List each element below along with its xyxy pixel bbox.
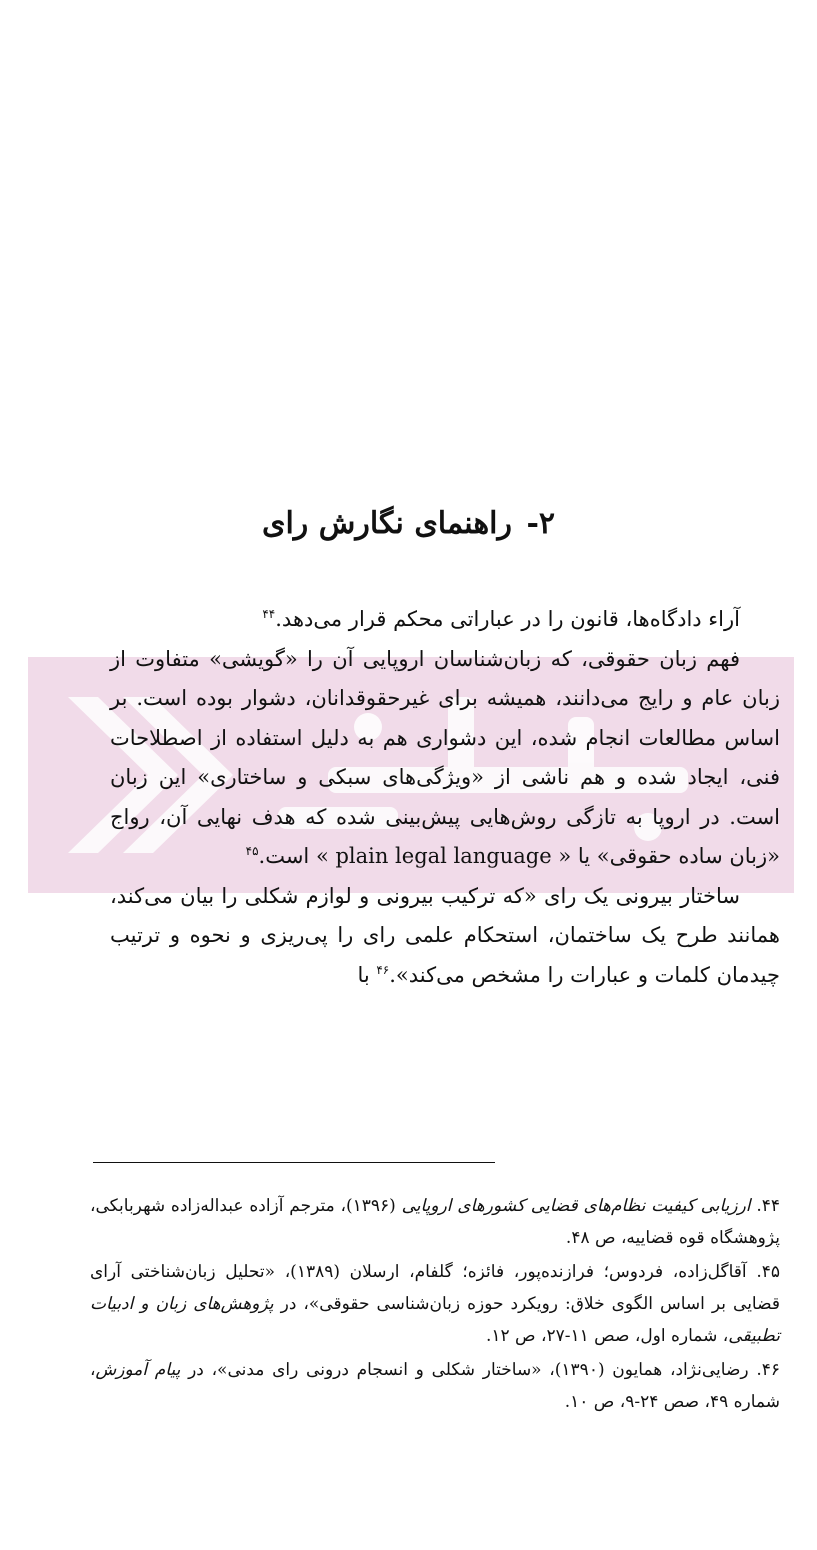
footnote-ref-46: ۴۶ <box>376 962 390 977</box>
paragraph-2: فهم زبان حقوقی، که زبان‌شناسان اروپایی آن را «گویشی» متفاوت از زبان عام و رایج می‌دانند، همیشه برای غیرحقوقدانان، دشوار بوده است. بر اساس مطالعات انجام شده، این دشواری هم به دلیل استفاده از اصطلاحات فنی، ایجاد شده و هم ناشی از «ویژگی‌های سبکی و ساختاری» این زبان است. در اروپا به تازگی روش‌هایی پیش‌بینی شده که هدف نهایی آن، رواج «زبان ساده حقوقی» یا « plain legal language » است.$^{۴۵}$ <box>110 646 780 868</box>
section-heading <box>0 502 817 546</box>
paragraph-1: آراء دادگاه‌ها، قانون را در عباراتی محکم قرار می‌دهد.$^{۴۴}$ <box>262 607 740 631</box>
section-number: ۲- <box>526 506 556 541</box>
footnote-divider <box>93 1162 495 1163</box>
footnote-ref-45: ۴۵ <box>245 844 259 858</box>
footnote-ref-44: ۴۴ <box>262 607 276 621</box>
body-text <box>110 600 780 995</box>
latin-term: « plain legal language » <box>315 844 572 868</box>
section-title: راهنمای نگارش رای <box>261 506 512 541</box>
footnote-45: ۴۵. آقاگل‌زاده، فردوس؛ فرازنده‌پور، فائزه؛ گلفام، ارسلان (۱۳۸۹)، «تحلیل زبان‌شناختی آرای قضایی بر اساس الگوی خلاق: رویکرد حوزه زبان‌شناسی حقوقی»، در پژوهش‌های زبان و ادبیات تطبیقی، شماره اول، صص ۱۱-۲۷، ص ۱۲. <box>90 1262 780 1346</box>
footnote-46: ۴۶. رضایی‌نژاد، همایون (۱۳۹۰)، «ساختار شکلی و انسجام درونی رای مدنی»، در پیام آموزش، شماره ۴۹، صص ۲۴-۹، ص ۱۰. <box>90 1360 780 1412</box>
footnote-44: ۴۴. ارزیابی کیفیت نظام‌های قضایی کشورهای اروپایی (۱۳۹۶)، مترجم آزاده عبداله‌زاده شهربابکی، پژوهشگاه قوه قضاییه، ص ۴۸. <box>90 1196 780 1248</box>
paragraph-3: ساختار بیرونی یک رای «که ترکیب بیرونی و لوازم شکلی را بیان می‌کند، همانند طرح یک ساختمان، استحکام علمی رای را پی‌ریزی و نحوه و ترتیب چیدمان کلمات و عبارات را مشخص می‌کند».$^{۴۶}$ با <box>110 883 780 987</box>
footnotes <box>90 1190 780 1420</box>
